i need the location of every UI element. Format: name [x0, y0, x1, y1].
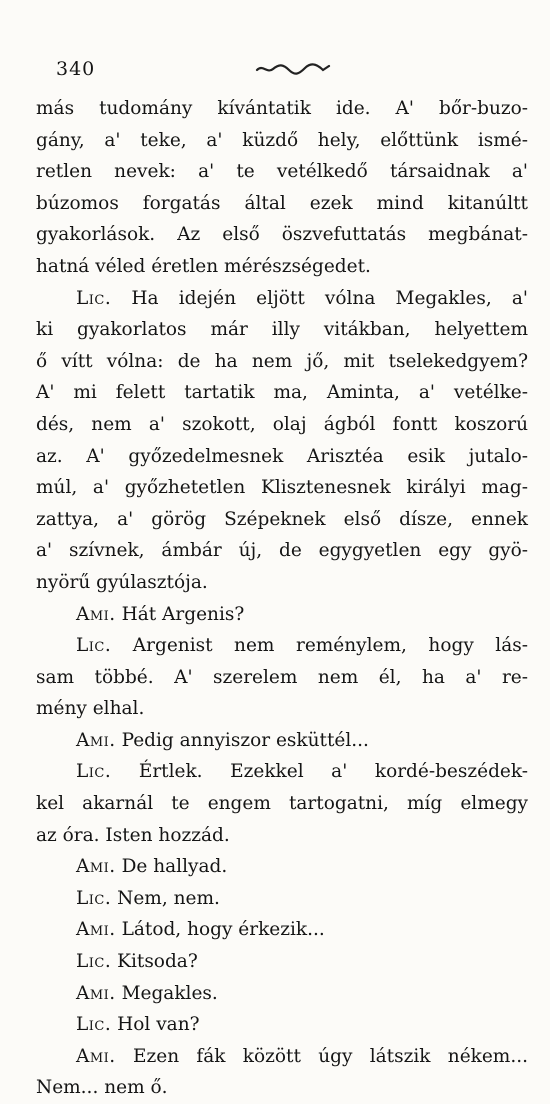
text-line — [36, 662, 528, 694]
text-line — [36, 820, 528, 852]
line-text: A' mi felett tartatik ma, Aminta, a' vetélke- — [36, 382, 528, 404]
line-text: Értlek. Ezekkel a' kordé-beszédek- — [138, 761, 528, 783]
text-line — [36, 693, 528, 725]
line-text: dés, nem a' szokott, olaj ágból fontt koszorú — [36, 413, 528, 435]
text-line — [36, 535, 528, 567]
line-text: búzomos forgatás által ezek mind kitanúltt — [36, 192, 528, 214]
speaker-label: Ami. — [76, 1045, 116, 1067]
speaker-label: Lic. — [76, 951, 112, 973]
speaker-label: Lic. — [76, 635, 112, 657]
speaker-label: Lic. — [76, 887, 112, 909]
line-text: gyakorlások. Az első öszvefuttatás megbánat- — [36, 224, 528, 246]
line-text: sam többé. A' szerelem nem él, ha a' re- — [36, 666, 528, 688]
speaker-label: Ami. — [76, 603, 116, 625]
text-line — [36, 283, 528, 315]
text-line — [36, 346, 528, 378]
text-line — [36, 409, 528, 441]
speaker-label: Ami. — [76, 729, 116, 751]
text-line — [36, 756, 528, 788]
text-line — [36, 567, 528, 599]
speaker-label: Ami. — [76, 982, 116, 1004]
line-text: retlen nevek: a' te vetélkedő társaidnak a' — [36, 161, 528, 183]
text-line — [36, 978, 528, 1010]
line-text: Kitsoda? — [117, 951, 198, 973]
line-text: hatná véled éretlen mérészségedet. — [36, 255, 371, 277]
page-number: 340 — [56, 58, 96, 80]
text-line — [36, 93, 528, 125]
line-text: a' szívnek, ámbár új, de egygyetlen egy gyö- — [36, 540, 528, 562]
text-line — [36, 1009, 528, 1041]
text-line — [36, 883, 528, 915]
line-text: kel akarnál te engem tartogatni, míg elmegy — [36, 793, 528, 815]
speaker-label: Ami. — [76, 919, 116, 941]
line-text: Hát Argenis? — [121, 603, 245, 625]
ornament-flourish — [255, 62, 331, 76]
line-text: az. A' győzedelmesnek Arisztéa esik jutalo- — [36, 445, 528, 467]
text-line — [36, 1072, 528, 1104]
text-line — [36, 125, 528, 157]
line-text: nyörű gyúlasztója. — [36, 571, 208, 593]
line-text: Látod, hogy érkezik... — [121, 919, 325, 941]
line-text: múl, a' győzhetetlen Klisztenesnek királyi mag- — [36, 477, 528, 499]
line-text: Hol van? — [117, 1014, 200, 1036]
text-line — [36, 472, 528, 504]
text-line — [36, 1041, 528, 1073]
line-text: Nem... nem ő. — [36, 1077, 168, 1099]
text-line — [36, 946, 528, 978]
text-line — [36, 156, 528, 188]
line-text: Ezen fák között úgy látszik nékem... — [133, 1045, 528, 1067]
line-text: más tudomány kívántatik ide. A' bőr-buzo- — [36, 98, 528, 119]
line-text: Ha idején eljött vólna Megakles, a' — [131, 287, 528, 309]
text-line — [36, 788, 528, 820]
text-line — [36, 725, 528, 757]
line-text: Argenist nem reménylem, hogy lás- — [132, 635, 528, 657]
text-line — [36, 504, 528, 536]
text-line — [36, 188, 528, 220]
text-line — [36, 377, 528, 409]
text-line — [36, 441, 528, 473]
text-line — [36, 314, 528, 346]
text-line — [36, 599, 528, 631]
line-text: ki gyakorlatos már illy vitákban, helyettem — [36, 319, 528, 341]
line-text: mény elhal. — [36, 698, 145, 720]
line-text: az óra. Isten hozzád. — [36, 824, 230, 846]
text-line — [36, 219, 528, 251]
text-line — [36, 251, 528, 283]
line-text: zattya, a' görög Szépeknek első dísze, ennek — [36, 508, 528, 530]
line-text: gány, a' teke, a' küzdő hely, előttünk ismé- — [36, 129, 528, 151]
text-line — [36, 914, 528, 946]
text-line — [36, 630, 528, 662]
line-text: ő vítt vólna: de ha nem jő, mit tselekedgyem? — [36, 350, 528, 372]
speaker-label: Lic. — [76, 287, 112, 309]
line-text: Nem, nem. — [117, 887, 220, 909]
line-text: De hallyad. — [121, 856, 228, 878]
speaker-label: Lic. — [76, 1014, 112, 1036]
speaker-label: Lic. — [76, 761, 112, 783]
text-line — [36, 851, 528, 883]
line-text: Megakles. — [121, 982, 218, 1004]
line-text: Pedig annyiszor esküttél... — [121, 729, 369, 751]
speaker-label: Ami. — [76, 856, 116, 878]
page-text — [36, 93, 528, 1104]
